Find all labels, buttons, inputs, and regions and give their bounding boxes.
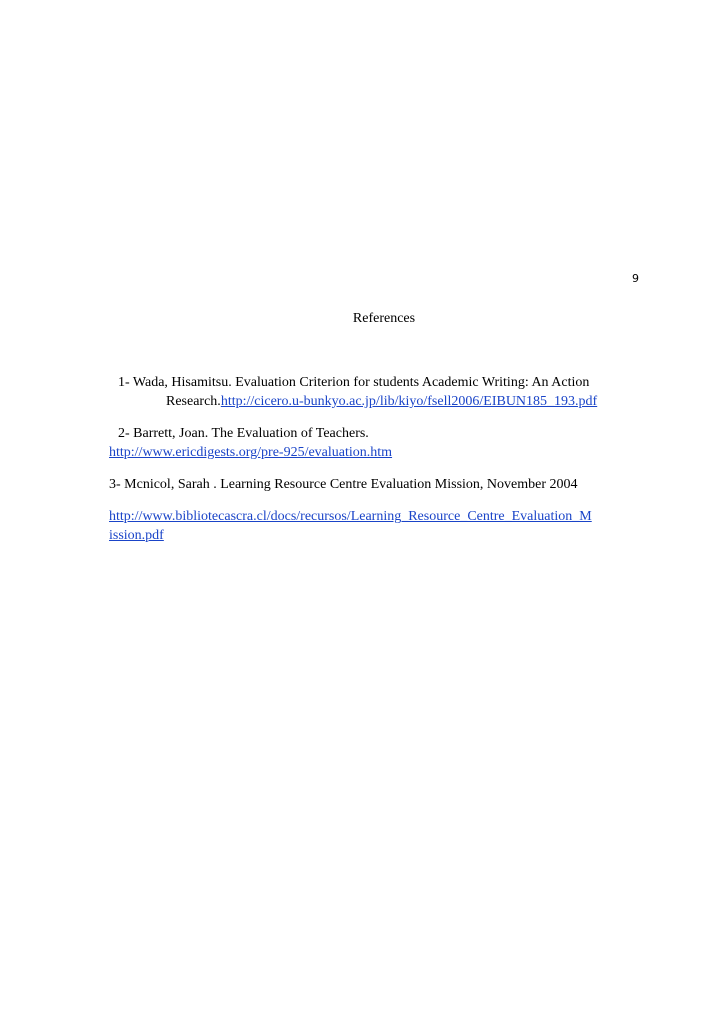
page-number: 9 <box>632 272 639 285</box>
page-title: References <box>352 311 416 326</box>
reference-2-line-2 <box>109 444 392 461</box>
reference-3-link-line-1 <box>109 508 592 525</box>
reference-3-link-part-1[interactable]: http://www.bibliotecascra.cl/docs/recursos/Learning_Resource_Centre_Evaluation_M <box>109 509 592 524</box>
reference-3-line-1: 3- Mcnicol, Sarah . Learning Resource Centre Evaluation Mission, November 2004 <box>109 477 578 492</box>
reference-1-link[interactable]: http://cicero.u-bunkyo.ac.jp/lib/kiyo/fsell2006/EIBUN185_193.pdf <box>220 394 598 409</box>
reference-1-line-2 <box>166 393 597 410</box>
reference-2-line-1: 2- Barrett, Joan. The Evaluation of Teachers. <box>118 426 369 441</box>
reference-3-link-part-2[interactable]: ission.pdf <box>109 528 164 543</box>
reference-3-link-line-2 <box>109 527 164 544</box>
reference-1-text: Research. <box>166 394 221 409</box>
reference-2-link[interactable]: http://www.ericdigests.org/pre-925/evaluation.htm <box>109 445 393 460</box>
reference-1-line-1: 1- Wada, Hisamitsu. Evaluation Criterion for students Academic Writing: An Action <box>118 375 590 390</box>
